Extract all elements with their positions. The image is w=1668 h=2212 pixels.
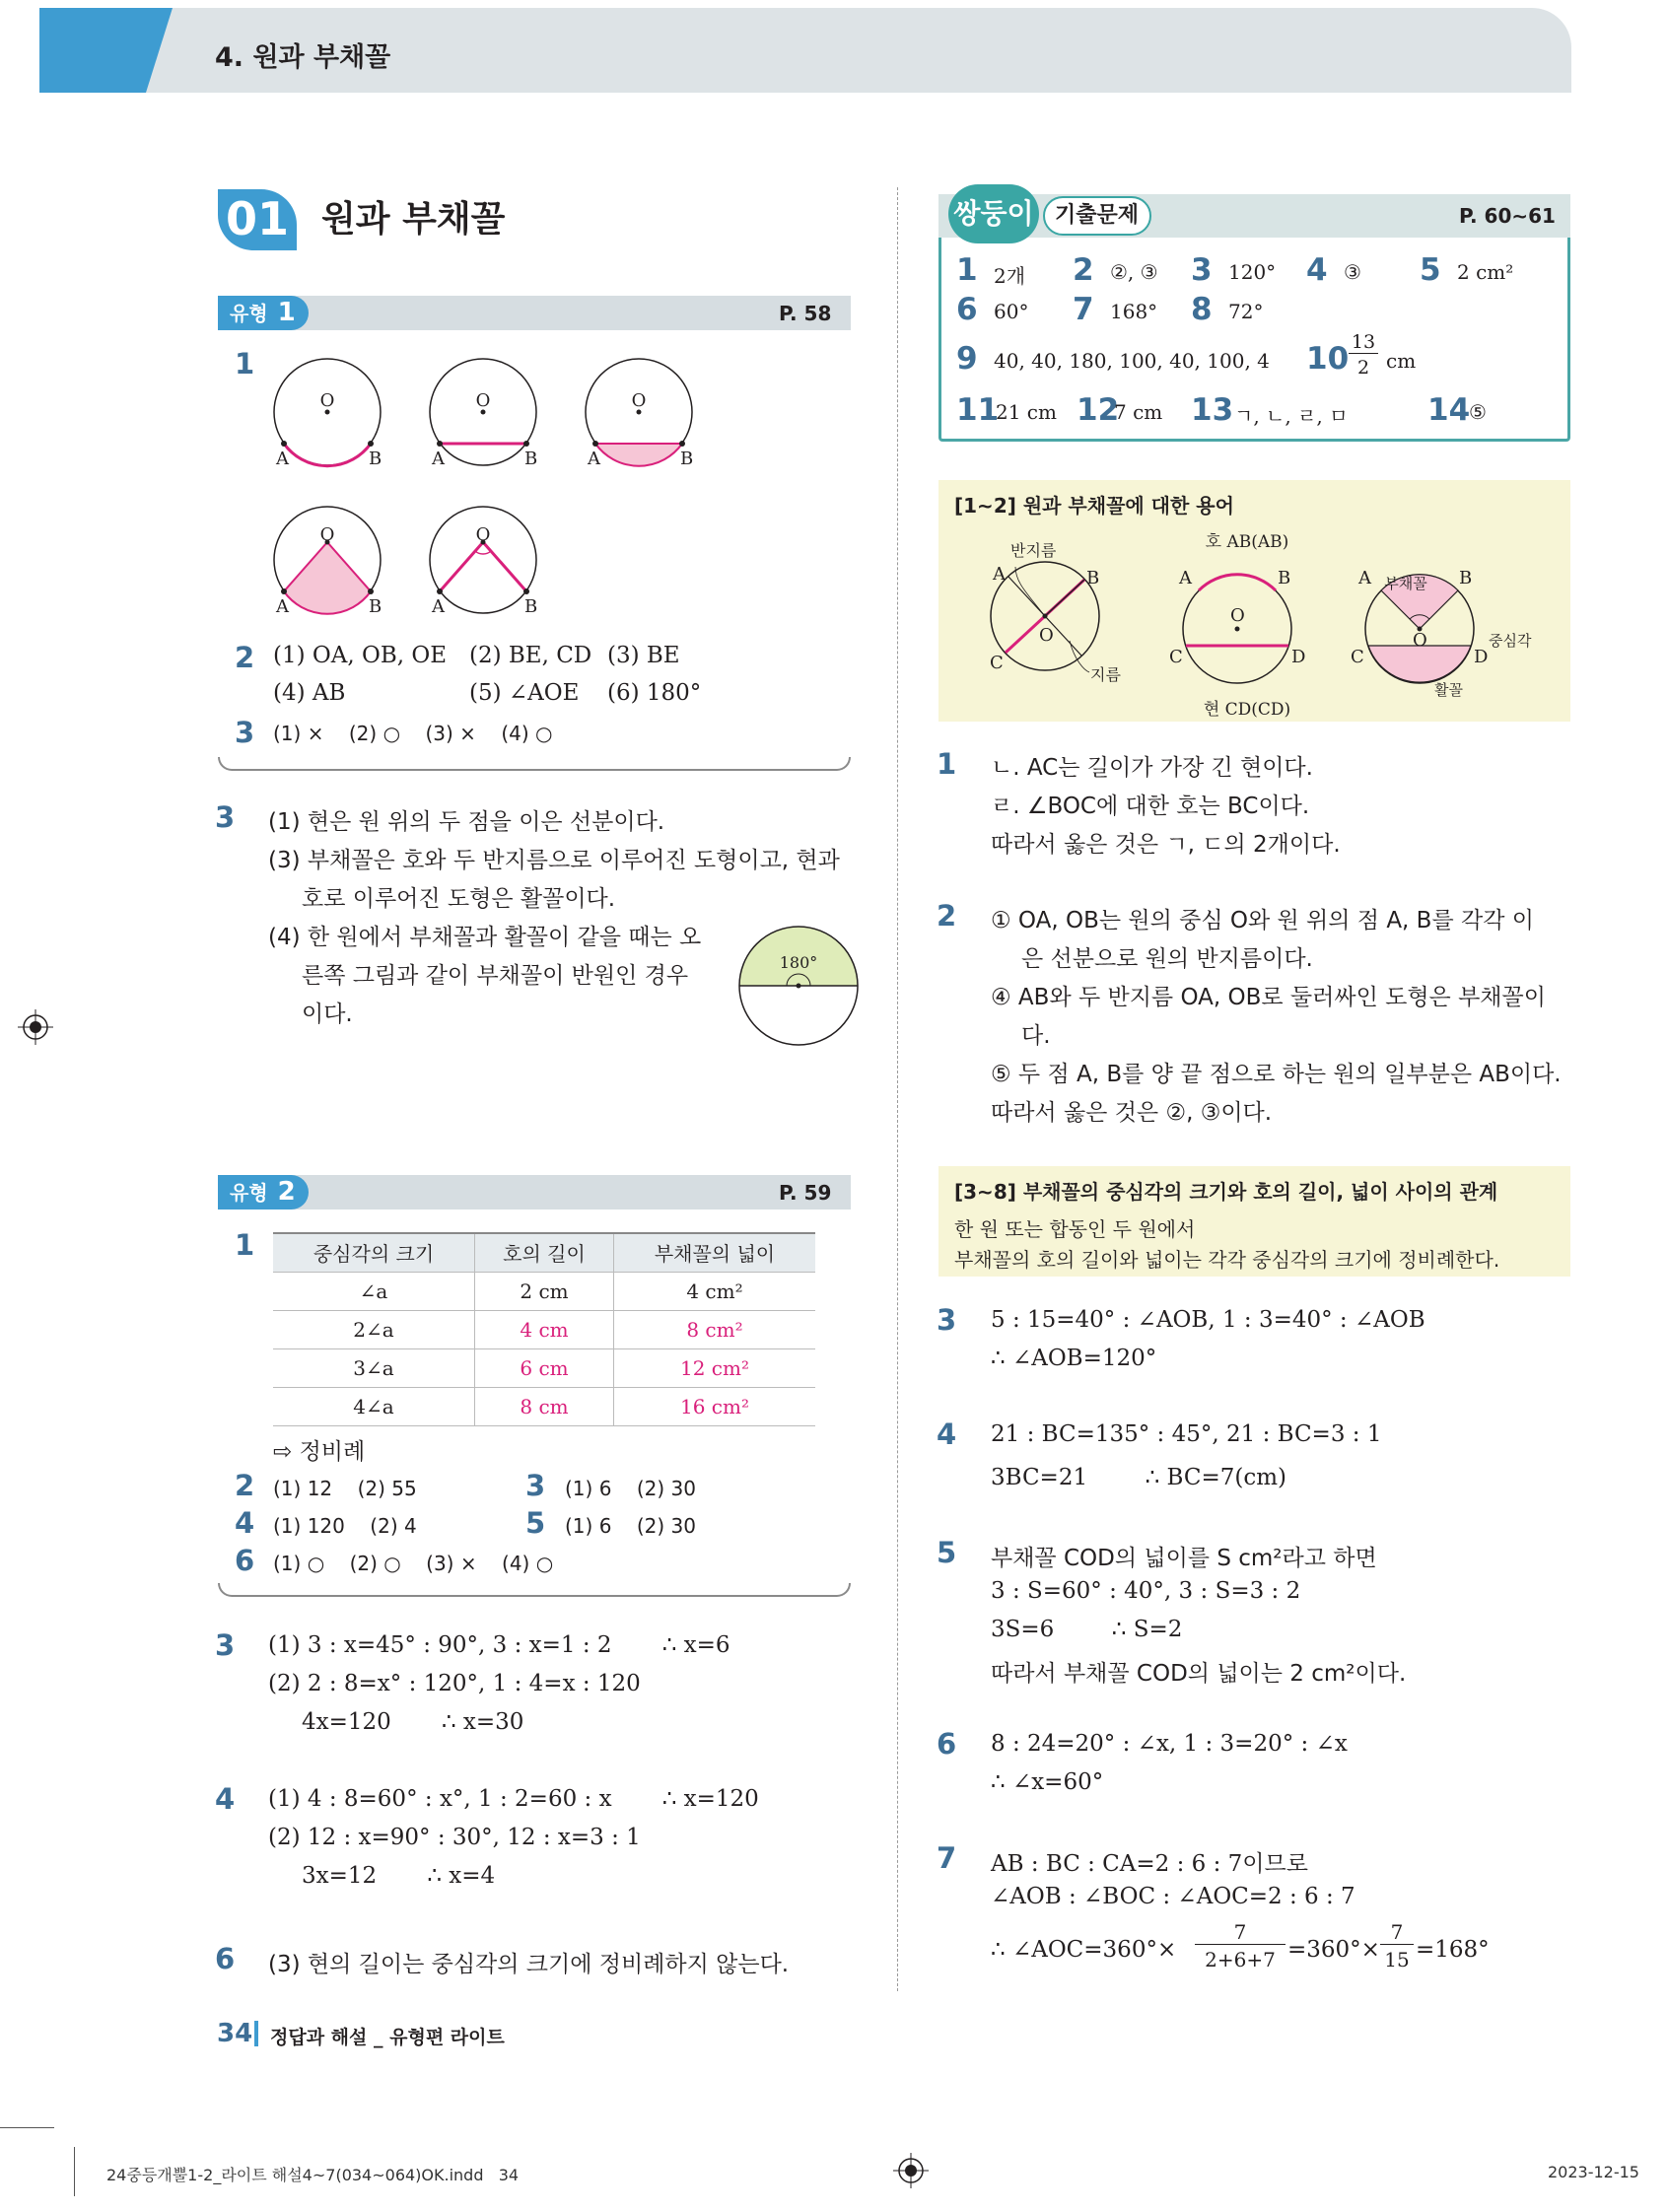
fig-label-b: B [524,449,538,469]
rexpl2-e7-formula-mid: =360°× [1287,1937,1380,1963]
rexpl2-e6-number: 6 [937,1727,957,1761]
answer-text: 40, 40, 180, 100, 40, 100, 4 [994,349,1270,373]
table-row [273,1272,815,1310]
answer-number: 12 [1077,392,1120,428]
pt-label-b: B [1086,568,1100,588]
sector-label: 부채꼴 [1384,575,1427,592]
pt-label-a: A [1179,568,1192,588]
fig-label-b: B [369,449,382,469]
answer-text: 7 cm [1114,400,1163,424]
segment-label: 활꼴 [1434,681,1463,699]
registration-mark-icon [893,2153,929,2188]
pt-label-a: A [1358,568,1371,588]
table-cell: 3∠a [273,1348,475,1387]
fig-label-o: O [319,390,335,411]
rexpl2-e5-number: 5 [937,1536,957,1569]
relation-box-title: [3∼8] 부채꼴의 중심각의 크기와 호의 길이, 넓이 사이의 관계 [954,1180,1498,1204]
answer-number: 5 [525,1506,546,1540]
rexpl-e2-line-3: ④ AB와 두 반지름 OA, OB로 둘러싸인 도형은 부채꼴이 [991,985,1546,1010]
table-cell: 4 cm² [613,1272,815,1310]
pt-label-a: A [993,564,1006,585]
table-cell: ∠a [273,1272,475,1310]
answer-number: 7 [1073,292,1094,327]
footer-separator [254,2021,258,2046]
twin-pill: 기출문제 [1043,196,1151,236]
answer-text: (1) 6 (2) 30 [565,1514,696,1538]
answer-text: (1) 120 (2) 4 [273,1514,417,1538]
type1-q1-figures [266,345,710,621]
answer10-fraction-denominator: 2 [1356,357,1370,379]
answer-text: ⑤ [1469,400,1487,424]
expl2-e3-line-1: (1) 3 : x=45° : 90°, 3 : x=1 : 2 ∴ x=6 [268,1632,730,1658]
rexpl2-e5-line-3: 3S=6 ∴ S=2 [991,1617,1183,1642]
pt-label-c: C [1169,647,1183,667]
type1-q3-answer: (1) × (2) ○ (3) × (4) ○ [273,722,553,745]
answer-number: 14 [1427,392,1471,428]
rexpl2-e6-line-1: 8 : 24=20° : ∠x, 1 : 3=20° : ∠x [991,1731,1348,1757]
crop-mark [0,2127,54,2128]
answer-number: 4 [235,1506,255,1540]
type1-q1-number: 1 [235,347,255,380]
expl1-line-6: 이다. [302,1002,353,1027]
table-header: 중심각의 크기 [273,1233,475,1272]
pt-label-o: O [1413,630,1427,651]
rexpl2-e7-line-2: ∠AOB : ∠BOC : ∠AOC=2 : 6 : 7 [991,1884,1355,1909]
answer-number: 13 [1191,392,1234,428]
answer-text: 21 cm [996,400,1057,424]
rexpl-e1-line-2: ㄹ. ∠BOC에 대한 호는 BC이다. [991,794,1310,819]
table-header: 부채꼴의 넓이 [613,1233,815,1272]
rexpl-e2-line-2: 은 선분으로 원의 반지름이다. [1021,946,1313,972]
rexpl-e1-line-3: 따라서 옳은 것은 ㄱ, ㄷ의 2개이다. [991,832,1341,858]
fig-label-o: O [631,390,647,411]
table-cell: 8 cm [475,1387,614,1425]
rexpl2-e3-line-1: 5 : 15=40° : ∠AOB, 1 : 3=40° : ∠AOB [991,1307,1425,1333]
rexpl-e1-line-1: ㄴ. AC는 길이가 가장 긴 현이다. [991,755,1313,781]
relation-box-line-2: 부채꼴의 호의 길이와 넓이는 각각 중심각의 크기에 정비례한다. [954,1248,1500,1272]
fig-label-o: O [319,524,335,545]
twin-page-ref: P. 60∼61 [1459,204,1556,228]
table-row [273,1348,815,1387]
fig-label-o: O [475,390,491,411]
table-cell: 12 cm² [613,1348,815,1387]
table-cell: 16 cm² [613,1387,815,1425]
rexpl2-e4-line-2: 3BC=21 ∴ BC=7(cm) [991,1465,1286,1490]
answer-number: 9 [956,341,978,377]
answer-number: 2 [1073,252,1094,288]
terms-box-title: [1∼2] 원과 부채꼴에 대한 용어 [954,494,1234,518]
pt-label-d: D [1474,647,1489,667]
page-number: 34 [217,2019,253,2048]
table-cell: 2 cm [475,1272,614,1310]
pt-label-o: O [1039,625,1054,646]
type1-badge: 유형 1 [218,296,309,330]
expl2-e4-line-3: 3x=12 ∴ x=4 [302,1863,496,1889]
section-number: 01 [218,189,297,250]
type1-page-ref: P. 58 [779,302,832,325]
semicircle-figure [730,917,868,1055]
type1-end-line [218,757,851,771]
rexpl2-e4-line-1: 21 : BC=135° : 45°, 21 : BC=3 : 1 [991,1421,1382,1447]
table-conclusion: ⇨ 정비례 [273,1439,366,1465]
table-row [273,1310,815,1348]
expl1-line-2: (3) 부채꼴은 호와 두 반지름으로 이루어진 도형이고, 현과 [268,848,840,873]
expl1-line-1: (1) 현은 원 위의 두 점을 이은 선분이다. [268,809,665,835]
answer-number: 11 [956,392,1000,428]
type1-q2-number: 2 [235,641,255,674]
book-title: 정답과 해설 _ 유형편 라이트 [270,2027,505,2048]
rexpl-e1-number: 1 [937,747,957,781]
pt-label-d: D [1291,647,1306,667]
rexpl2-e7-number: 7 [937,1841,957,1875]
expl1-line-5: 른쪽 그림과 같이 부채꼴이 반원인 경우 [302,963,689,989]
rexpl-e2-line-4: 다. [1021,1023,1051,1049]
fig-label-b: B [524,596,538,617]
type2-badge: 유형 2 [218,1175,309,1210]
fig-label-a: A [276,596,289,617]
pt-label-b: B [1278,568,1291,588]
pt-label-c: C [1351,647,1364,667]
rexpl2-e7-formula-suffix: =168° [1416,1937,1490,1963]
twin-badge: 쌍둥이 [948,184,1039,243]
radius-label: 반지름 [1010,541,1057,560]
rexpl2-e6-line-2: ∴ ∠x=60° [991,1769,1104,1795]
e7-frac2-numerator: 7 [1380,1920,1414,1945]
answer-text: (1) ○ (2) ○ (3) × (4) ○ [273,1552,554,1575]
answer-number: 1 [956,252,978,288]
e7-frac1-denominator: 2+6+7 [1205,1948,1276,1971]
answer-number: 6 [956,292,978,327]
relation-box-line-1: 한 원 또는 합동인 두 원에서 [954,1217,1196,1241]
fig-label-a: A [432,596,445,617]
expl2-e3-line-2: (2) 2 : 8=x° : 120°, 1 : 4=x : 120 [268,1671,641,1696]
answer-number: 3 [525,1469,546,1502]
table-cell: 4∠a [273,1387,475,1425]
section-title: 원과 부채꼴 [321,199,506,240]
expl2-e4-line-2: (2) 12 : x=90° : 30°, 12 : x=3 : 1 [268,1825,641,1850]
answer-number: 2 [235,1469,255,1502]
fig-label-b: B [369,596,382,617]
type2-bar [218,1175,851,1210]
table-cell: 8 cm² [613,1310,815,1348]
answer-text: 168° [1110,300,1158,323]
answer-text: ②, ③ [1110,260,1158,284]
answer-number: 10 [1306,341,1350,377]
rexpl-e2-line-6: 따라서 옳은 것은 ②, ③이다. [991,1100,1273,1126]
answer10-unit: cm [1386,349,1417,373]
central-angle-label: 중심각 [1489,632,1532,650]
answer-text: ㄱ, ㄴ, ㄹ, ㅁ [1234,404,1349,428]
arc-label: 호 AB(AB) [1205,532,1289,552]
rexpl2-e3-number: 3 [937,1303,957,1337]
answer-number: 4 [1306,252,1328,288]
rexpl2-e5-line-2: 3 : S=60° : 40°, 3 : S=3 : 2 [991,1578,1301,1604]
answer-text: 60° [994,300,1029,323]
q2-item-6: (6) 180° [607,680,702,706]
answer-text: ③ [1344,260,1361,284]
fig-label-b: B [680,449,694,469]
q2-item-2: (2) BE, CD [469,643,592,668]
q2-item-4: (4) AB [273,680,346,706]
q2-item-5: (5) ∠AOE [469,680,580,706]
header-title: 4. 원과 부채꼴 [215,42,391,73]
answer10-fraction-numerator: 13 [1349,331,1378,354]
table-cell: 2∠a [273,1310,475,1348]
rexpl2-e4-number: 4 [937,1417,957,1451]
crop-mark [74,2147,75,2196]
rexpl-e2-line-1: ① OA, OB는 원의 중심 O와 원 위의 점 A, B를 각각 이 [991,908,1534,933]
answer-text: 120° [1228,260,1277,284]
answer-text: 2개 [994,264,1026,288]
diameter-label: 지름 [1090,665,1121,684]
e7-frac2-denominator: 15 [1384,1948,1410,1971]
pt-label-b: B [1459,568,1473,588]
semicircle-angle-label: 180° [779,953,818,972]
answer-number: 6 [235,1544,255,1577]
expl2-e4-line-1: (1) 4 : 8=60° : x°, 1 : 2=60 : x ∴ x=120 [268,1786,759,1812]
print-date: 2023-12-15 [1548,2163,1639,2181]
expl2-e6-line-1: (3) 현의 길이는 중심각의 크기에 정비례하지 않는다. [268,1952,790,1977]
rexpl-e2-line-5: ⑤ 두 점 A, B를 양 끝 점으로 하는 원의 일부분은 AB이다. [991,1062,1562,1087]
chord-label: 현 CD(CD) [1203,700,1291,720]
table-cell: 4 cm [475,1310,614,1348]
type1-q3-number: 3 [235,716,255,749]
fig-label-a: A [432,449,445,469]
rexpl2-e3-line-2: ∴ ∠AOB=120° [991,1346,1157,1371]
terms-figures [976,522,1558,720]
table-header: 호의 길이 [475,1233,614,1272]
answer-number: 5 [1420,252,1441,288]
table-cell: 6 cm [475,1348,614,1387]
answer-text: (1) 12 (2) 55 [273,1477,417,1500]
type1-bar [218,296,851,330]
answer-text: 2 cm² [1457,260,1514,284]
answer-number: 3 [1191,252,1213,288]
type2-end-line [218,1583,851,1597]
expl2-e3-number: 3 [215,1628,236,1662]
fig-label-a: A [588,449,600,469]
rexpl2-e5-line-4: 따라서 부채꼴 COD의 넓이는 2 cm²이다. [991,1661,1407,1687]
expl1-number: 3 [215,800,236,834]
pt-label-c: C [990,653,1004,673]
answer-number: 8 [1191,292,1213,327]
answer-text: 72° [1228,300,1264,323]
expl2-e6-number: 6 [215,1942,236,1975]
rexpl2-e7-formula-prefix: ∴ ∠AOC=360°× [991,1937,1177,1963]
column-divider [897,187,898,1991]
table-row [273,1387,815,1425]
type2-page-ref: P. 59 [779,1181,832,1205]
type2-q1-number: 1 [235,1228,255,1262]
rexpl-e2-number: 2 [937,899,957,933]
expl1-line-4: (4) 한 원에서 부채꼴과 활꼴이 같을 때는 오 [268,925,702,950]
file-name: 24중등개뿔1-2_라이트 해설4~7(034~064)OK.indd 34 [106,2166,520,2184]
registration-mark-icon [18,1009,53,1045]
fig-label-o: O [475,524,491,545]
rexpl2-e5-line-1: 부채꼴 COD의 넓이를 S cm²라고 하면 [991,1546,1377,1571]
expl1-line-3: 호로 이루어진 도형은 활꼴이다. [302,886,616,912]
expl2-e3-line-3: 4x=120 ∴ x=30 [302,1709,524,1735]
fig-label-a: A [276,449,289,469]
q2-item-3: (3) BE [607,643,680,668]
proportion-table [273,1232,815,1426]
rexpl2-e7-line-1: AB : BC : CA=2 : 6 : 7이므로 [991,1851,1308,1877]
q2-item-1: (1) OA, OB, OE [273,643,448,668]
pt-label-o: O [1230,605,1245,626]
e7-frac1-numerator: 7 [1195,1920,1286,1945]
answer-text: (1) 6 (2) 30 [565,1477,696,1500]
expl2-e4-number: 4 [215,1782,236,1816]
